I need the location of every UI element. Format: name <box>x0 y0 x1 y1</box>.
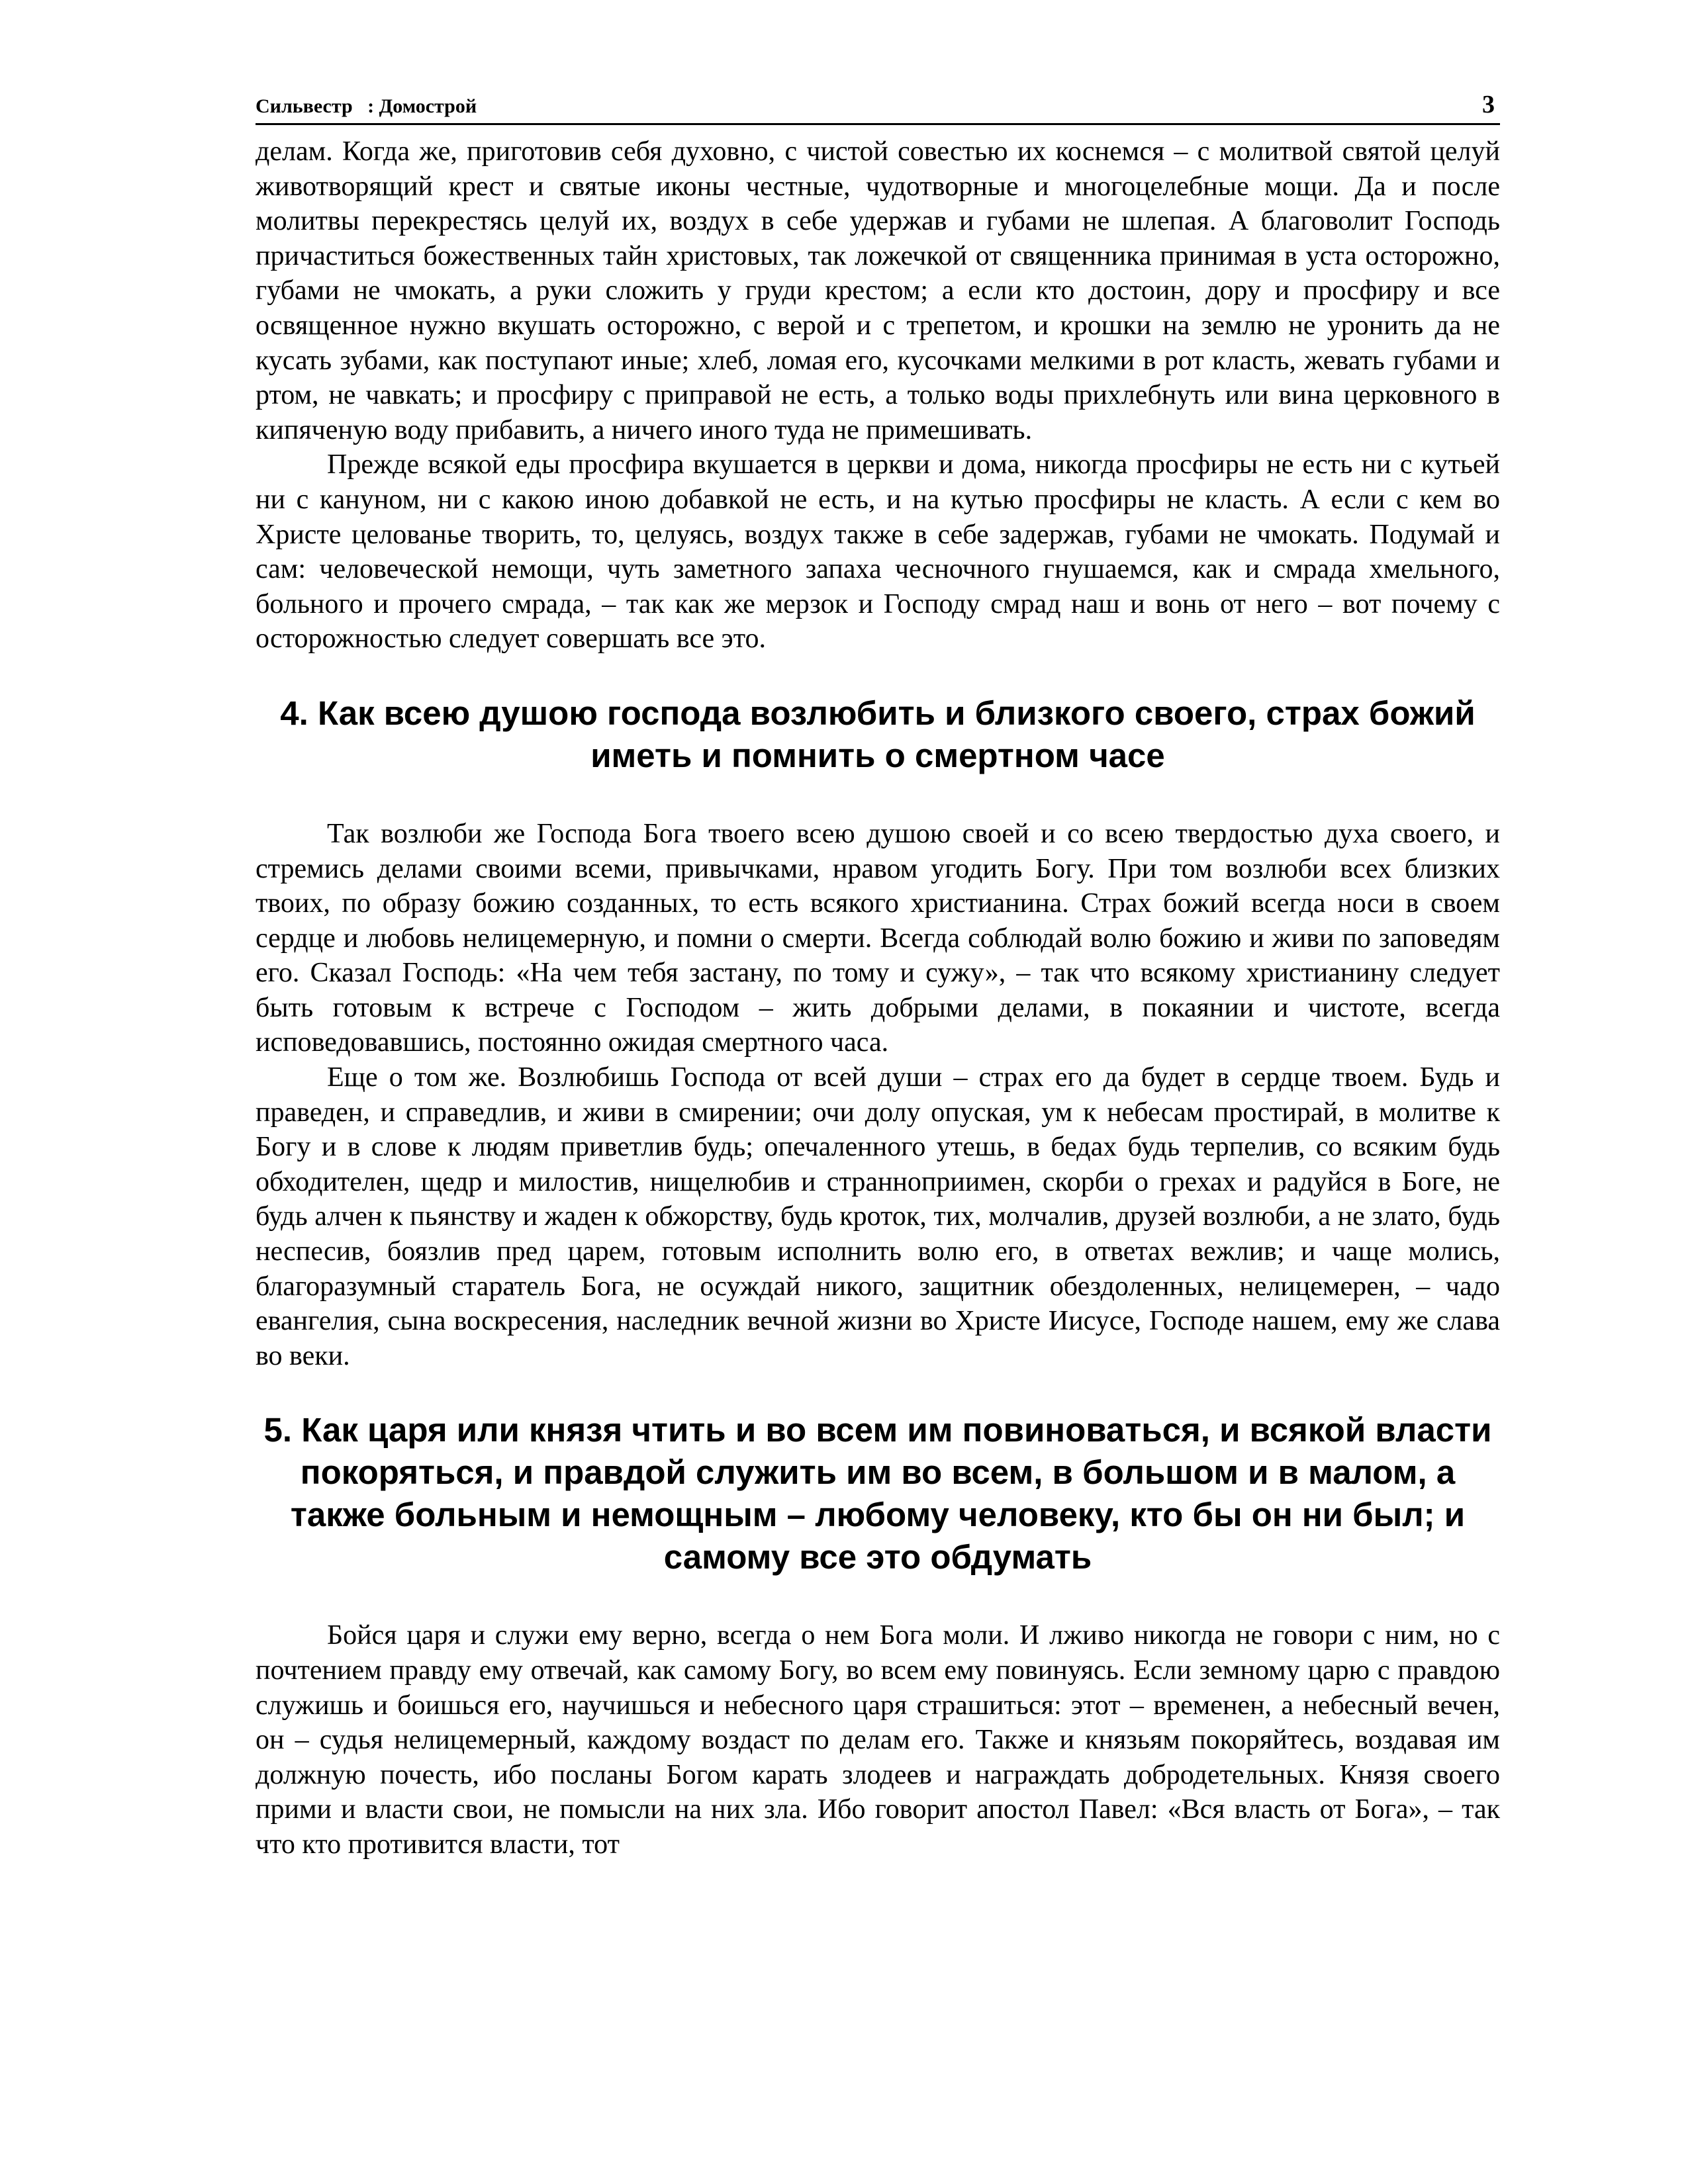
page-content <box>256 134 1500 1862</box>
header-author-title: Сильвестр : Домострой <box>256 95 477 117</box>
paragraph: Прежде всякой еды просфира вкушается в церкви и дома, никогда просфиры не есть ни с кутьей ни с кануном, ни с какою иною добавкой не есть, и на кутью просфиры не класть. А если с кем во Христе целованье творить, то, целуясь, воздух также в себе задержав, губами не чмокать. Подумай и сам: человеческой немощи, чуть заметного запаха чесночного гнушаемся, как и смрада хмельного, больного и прочего смрада, – так как же мерзок и Господу смрад наш и вонь от него – вот почему с осторожностью следует совершать все это. <box>256 449 1500 655</box>
running-header <box>256 86 1500 125</box>
paragraph-continued: делам. Когда же, приготовив себя духовно, с чистой совестью их коснемся – с молитвой святой целуй животворящий крест и святые иконы честные, чудотворные и многоцелебные мощи. Да и после молитвы перекрестясь целуй их, воздух в себе удержав и губами не шлепая. А благоволит Господь причаститься божественных тайн христовых, так ложечкой от священника принимая в уста осторожно, губами не чмокать, а руки сложить у груди крестом; а если кто достоин, дору и просфиру и все освященное нужно вкушать осторожно, с верой и с трепетом, и крошки на землю не уронить да не кусать зубами, как поступают иные; хлеб, ломая его, кусочками мелкими в рот класть, жевать губами и ртом, не чавкать; и просфиру с приправой не есть, а только воды прихлебнуть или вина церковного в кипяченую воду прибавить, а ничего иного туда не примешивать. <box>256 136 1500 445</box>
document-page <box>256 86 1500 1862</box>
page-number: 3 <box>1482 91 1495 118</box>
paragraph: Еще о том же. Возлюбишь Господа от всей души – страх его да будет в сердце твоем. Будь и праведен, и справедлив, и живи в смирении; очи долу опуская, ум к небесам простирай, в молитве к Богу и в слове к людям приветлив будь; опечаленного утешь, в бедах будь терпелив, со всяким будь обходителен, щедр и милостив, нищелюбив и странноприимен, скорби о грехах и радуйся в Боге, не будь алчен к пьянству и жаден к обжорству, будь кроток, тих, молчалив, друзей возлюби, а не злато, будь неспесив, боязлив пред царем, готовым исполнить волю его, в ответах вежлив; и чаще молись, благоразумный старатель Бога, не осуждай никого, защитник обездоленных, нелицемерен, – чадо евангелия, сына воскресения, наследник вечной жизни во Христе Иисусе, Господе нашем, ему же слава во веки. <box>256 1062 1500 1371</box>
section-heading-4: 4. Как всею душою господа возлюбить и близкого своего, страх божий иметь и помнить о смертном часе <box>280 694 1476 774</box>
paragraph: Так возлюби же Господа Бога твоего всею душою своей и со всею твердостью духа своего, и стремись делами своими всеми, привычками, нравом угодить Богу. При том возлюби всех близких твоих, по образу божию созданных, то есть всякого христианина. Страх божий всегда носи в своем сердце и любовь нелицемерную, и помни о смерти. Всегда соблюдай волю божию и живи по заповедям его. Сказал Господь: «На чем тебя застану, по тому и сужу», – так что всякому христианину следует быть готовым к встрече с Господом – жить добрыми делами, в покаянии и чистоте, всегда исповедовавшись, постоянно ожидая смертного часа. <box>256 818 1500 1058</box>
section-heading-5: 5. Как царя или князя чтить и во всем им повиноваться, и всякой власти покоряться, и правдой служить им во всем, в большом и в малом, а также больным и немощным – любому человеку, кто бы он ни был; и самому все это обдумать <box>263 1411 1492 1576</box>
paragraph: Бойся царя и служи ему верно, всегда о нем Бога моли. И лживо никогда не говори с ним, но с почтением правду ему отвечай, как самому Богу, во всем ему повинуясь. Если земному царю с правдою служишь и боишься его, научишься и небесного царя страшиться: этот – временен, а небесный вечен, он – судья нелицемерный, каждому воздаст по делам его. Также и князьям покоряйтесь, воздавая им должную почесть, ибо посланы Богом карать злодеев и награждать добродетельных. Князя своего прими и власти свои, не помысли на них зла. Ибо говорит апостол Павел: «Вся власть от Бога», – так что кто противится власти, тот <box>256 1620 1500 1860</box>
